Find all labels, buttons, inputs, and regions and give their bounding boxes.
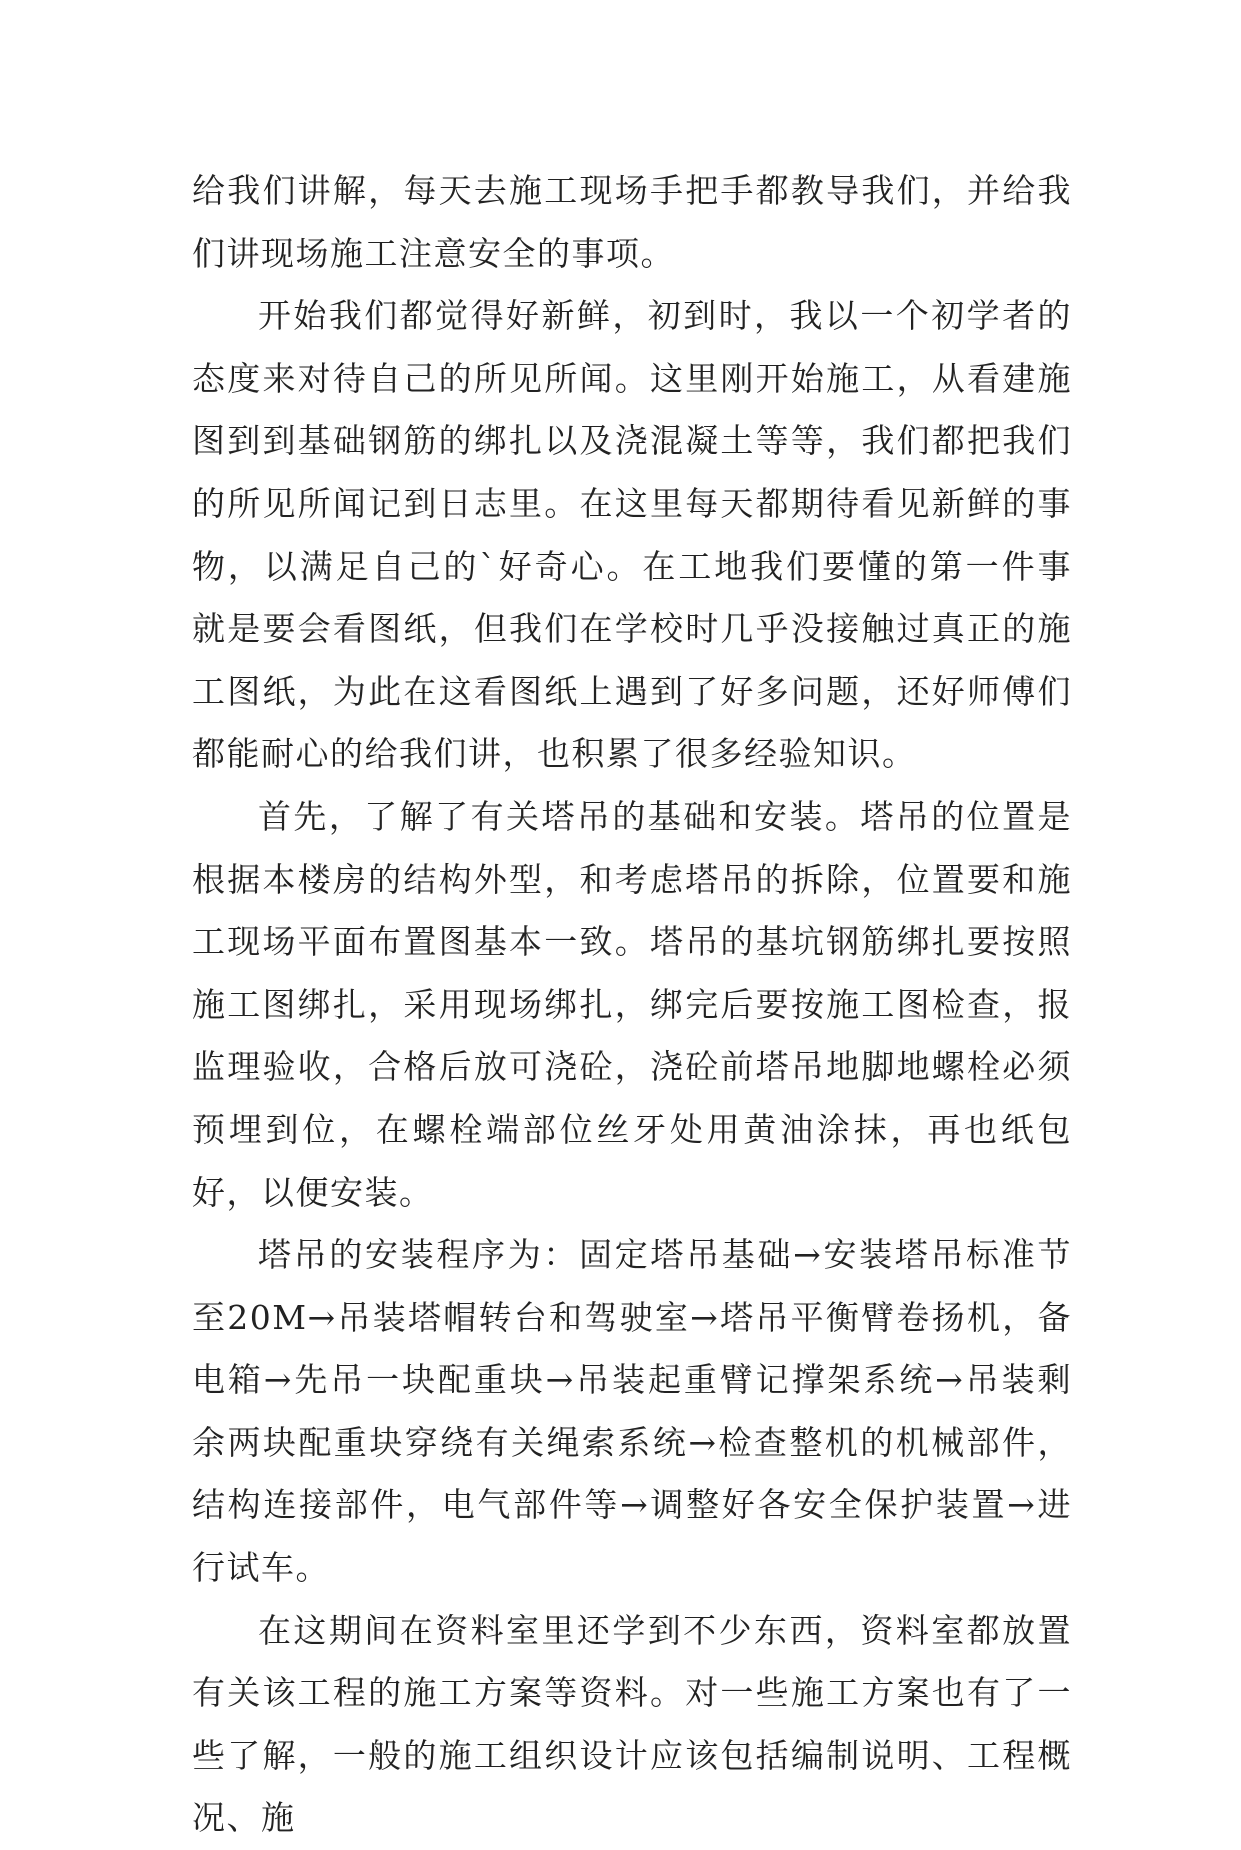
paragraph-1: 给我们讲解，每天去施工现场手把手都教导我们，并给我们讲现场施工注意安全的事项。 — [192, 171, 1072, 273]
paragraph-3: 首先，了解了有关塔吊的基础和安装。塔吊的位置是根据本楼房的结构外型，和考虑塔吊的拆除，位置要和施工现场平面布置图基本一致。塔吊的基坑钢筋绑扎要按照施工图绑扎，采用现场绑扎，绑完后要按施工图检查，报监理验收，合格后放可浇砼，浇砼前塔吊地脚地螺栓必须预埋到位，在螺栓端部位丝牙处用黄油涂抹，再也纸包好，以便安装。 — [192, 796, 1072, 1212]
paragraph-2: 开始我们都觉得好新鲜，初到时，我以一个初学者的态度来对待自己的所见所闻。这里刚开始施工，从看建施图到到基础钢筋的绑扎以及浇混凝土等等，我们都把我们的所见所闻记到日志里。在这里每天都期待看见新鲜的事物，以满足自己的`好奇心。在工地我们要懂的第一件事就是要会看图纸，但我们在学校时几乎没接触过真正的施工图纸，为此在这看图纸上遇到了好多问题，还好师傅们都能耐心的给我们讲，也积累了很多经验知识。 — [192, 296, 1072, 774]
paragraph-5: 在这期间在资料室里还学到不少东西，资料室都放置有关该工程的施工方案等资料。对一些施工方案也有了一些了解，一般的施工组织设计应该包括编制说明、工程概况、施 — [192, 1610, 1072, 1838]
paragraph-4: 塔吊的安装程序为：固定塔吊基础→安装塔吊标准节至20M→吊装塔帽转台和驾驶室→塔吊平衡臂卷扬机，备电箱→先吊一块配重块→吊装起重臂记撑架系统→吊装剩余两块配重块穿绕有关绳索系统→检查整机的机械部件，结构连接部件，电气部件等→调整好各安全保护装置→进行试车。 — [192, 1235, 1072, 1588]
body-text — [192, 160, 1072, 1850]
